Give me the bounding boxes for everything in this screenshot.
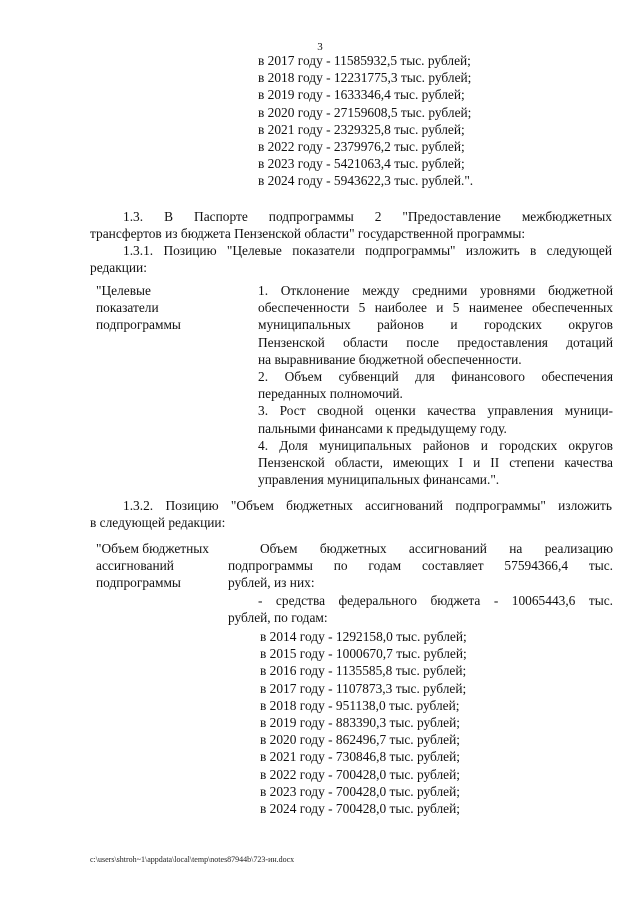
year-line: в 2017 году - 1107873,3 тыс. рублей;	[260, 680, 467, 696]
para-1-3-line2: трансфертов из бюджета Пензенской области" государственной программы:	[90, 226, 526, 241]
year-line: в 2018 году - 12231775,3 тыс. рублей;	[258, 70, 472, 86]
cell-text-line: - средства федерального бюджета - 10065443,6 тыс.	[258, 592, 613, 608]
table2-left-cell	[96, 540, 209, 592]
cell-text-line: управления муниципальных финансами.".	[258, 472, 500, 488]
cell-text-line: муниципальных районов и городских округов	[258, 317, 613, 333]
year-line: в 2023 году - 5421063,4 тыс. рублей;	[258, 156, 465, 172]
cell-text-line: обеспеченности 5 наиболее и 5 наименее обеспеченных	[258, 300, 613, 316]
table2-year-list	[260, 628, 467, 817]
year-line: в 2022 году - 700428,0 тыс. рублей;	[260, 766, 461, 782]
year-line: в 2017 году - 11585932,5 тыс. рублей;	[258, 53, 471, 68]
para-1-3-line1: 1.3. В Паспорте подпрограммы 2 "Предоставление межбюджетных	[123, 209, 612, 224]
year-line: в 2015 году - 1000670,7 тыс. рублей;	[260, 646, 467, 662]
year-line: в 2023 году - 700428,0 тыс. рублей;	[260, 783, 461, 799]
table2-left-line: ассигнований	[96, 558, 174, 574]
cell-text-line: 1. Отклонение между средними уровнями бюджетной	[258, 283, 613, 298]
year-line: в 2018 году - 951138,0 тыс. рублей;	[260, 697, 460, 713]
page-number: 3	[317, 41, 323, 53]
cell-text-line: Пензенской области, имеющих I и II степени качества	[258, 455, 613, 471]
cell-text-line: 2. Объем субвенций для финансового обеспечения	[258, 369, 613, 385]
para-1-3-1-line2: редакции:	[90, 260, 147, 275]
top-year-list	[258, 52, 473, 190]
year-line: в 2020 году - 27159608,5 тыс. рублей;	[258, 104, 472, 120]
year-line: в 2021 году - 2329325,8 тыс. рублей;	[258, 121, 465, 137]
table1-left-line: показатели	[96, 300, 159, 316]
table2-left-line: подпрограммы	[96, 575, 181, 591]
year-line: в 2020 году - 862496,7 тыс. рублей;	[260, 732, 461, 748]
cell-text-line: на выравнивание бюджетной обеспеченности.	[258, 351, 522, 367]
year-line: в 2014 году - 1292158,0 тыс. рублей;	[260, 629, 467, 644]
year-line: в 2021 году - 730846,8 тыс. рублей;	[260, 749, 461, 765]
cell-text-line: Пензенской области после предоставления дотаций	[258, 334, 613, 350]
table1-left-cell	[96, 282, 181, 334]
para-1-3-2-line1: 1.3.2. Позицию "Объем бюджетных ассигнований подпрограммы" изложить	[123, 498, 612, 513]
file-path-footer: c:\users\shtroh~1\appdata\local\temp\notes87944b\723-ин.docx	[90, 855, 295, 864]
cell-text-line: 4. Доля муниципальных районов и городских округов	[258, 437, 613, 453]
year-line: в 2019 году - 883390,3 тыс. рублей;	[260, 715, 461, 731]
year-line: в 2024 году - 700428,0 тыс. рублей;	[260, 801, 461, 817]
para-1-3-1-line1: 1.3.1. Позицию "Целевые показатели подпрограммы" изложить в следующей	[123, 243, 612, 258]
table2-left-line: "Объем бюджетных	[96, 541, 209, 556]
year-line: в 2019 году - 1633346,4 тыс. рублей;	[258, 87, 465, 103]
table1-right-cell	[258, 282, 613, 488]
table2-right-intro	[228, 540, 613, 626]
year-line: в 2024 году - 5943622,3 тыс. рублей.".	[258, 173, 474, 189]
cell-text-line: переданных полномочий.	[258, 386, 403, 402]
cell-text-line: рублей, по годам:	[228, 609, 328, 625]
cell-text-line: Объем бюджетных ассигнований на реализацию	[260, 541, 613, 556]
cell-text-line: рублей, из них:	[228, 575, 315, 591]
table1-left-line: подпрограммы	[96, 317, 181, 333]
table1-left-line: "Целевые	[96, 283, 151, 298]
cell-text-line: пальными финансами к предыдущему году.	[258, 420, 507, 436]
year-line: в 2016 году - 1135585,8 тыс. рублей;	[260, 663, 467, 679]
year-line: в 2022 году - 2379976,2 тыс. рублей;	[258, 139, 465, 155]
cell-text-line: подпрограммы по годам составляет 57594366,4 тыс.	[228, 558, 613, 574]
para-1-3-2-line2: в следующей редакции:	[90, 515, 226, 530]
cell-text-line: 3. Рост сводной оценки качества управления муници-	[258, 403, 613, 419]
